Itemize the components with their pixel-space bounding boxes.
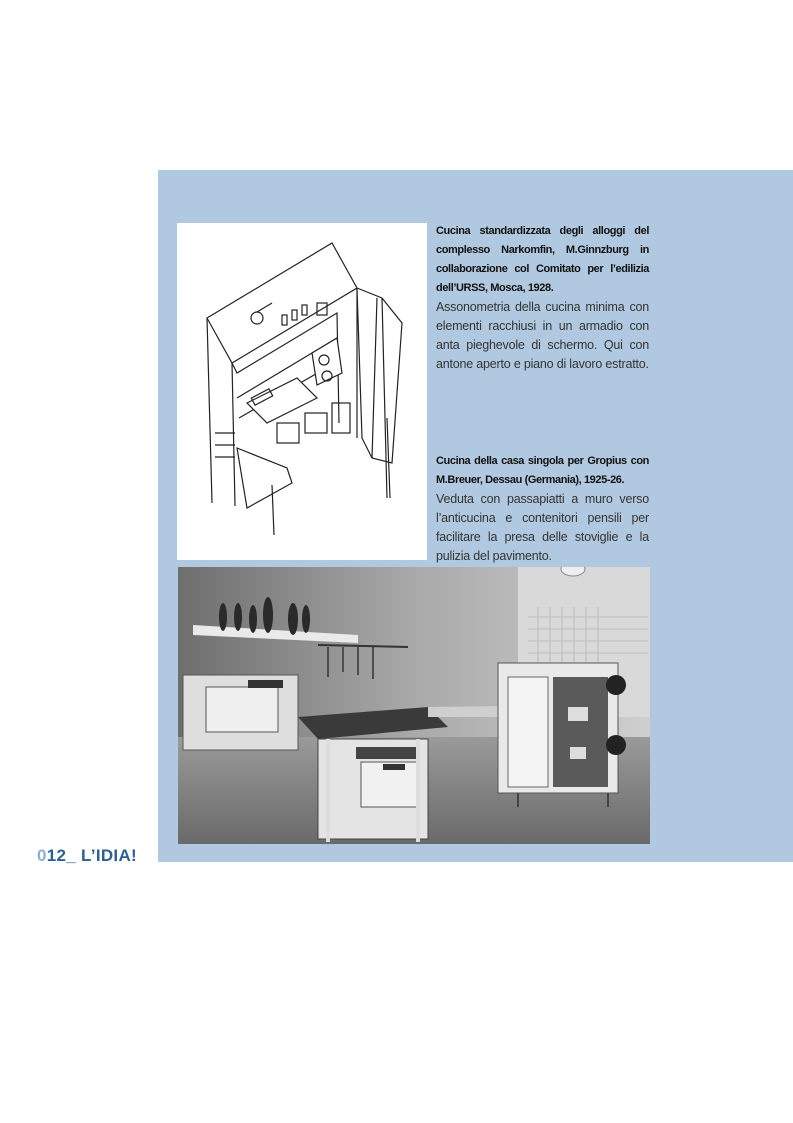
caption-narkomfin bbox=[436, 222, 649, 374]
caption-title: Cucina della casa singola per Gropius con M.Breuer, Dessau (Germania), 1925-26. bbox=[436, 455, 649, 486]
caption-title: Cucina standardizzata degli alloggi del complesso Narkomfin, M.Ginnzburg in collaborazione col Comitato per l’edilizia dell’URSS, Mosca, 1928. bbox=[436, 225, 649, 294]
folio-first-digit: 0 bbox=[37, 846, 47, 865]
caption-body: Veduta con passapiatti a muro verso l’anticucina e contenitori pensili per facilitare la presa delle stoviglie e la pulizia del pavimento. bbox=[436, 492, 649, 563]
caption-gropius bbox=[436, 452, 649, 566]
gropius-kitchen-photo bbox=[178, 567, 650, 844]
caption-body: Assonometria della cucina minima con elementi racchiusi in un armadio con anta pieghevole di schermo. Qui con antone aperto e piano di lavoro estratto. bbox=[436, 300, 649, 371]
folio-text: 12_ L’IDIA! bbox=[46, 846, 137, 865]
page-folio bbox=[37, 846, 137, 866]
kitchen-axonometric-drawing bbox=[177, 223, 427, 560]
